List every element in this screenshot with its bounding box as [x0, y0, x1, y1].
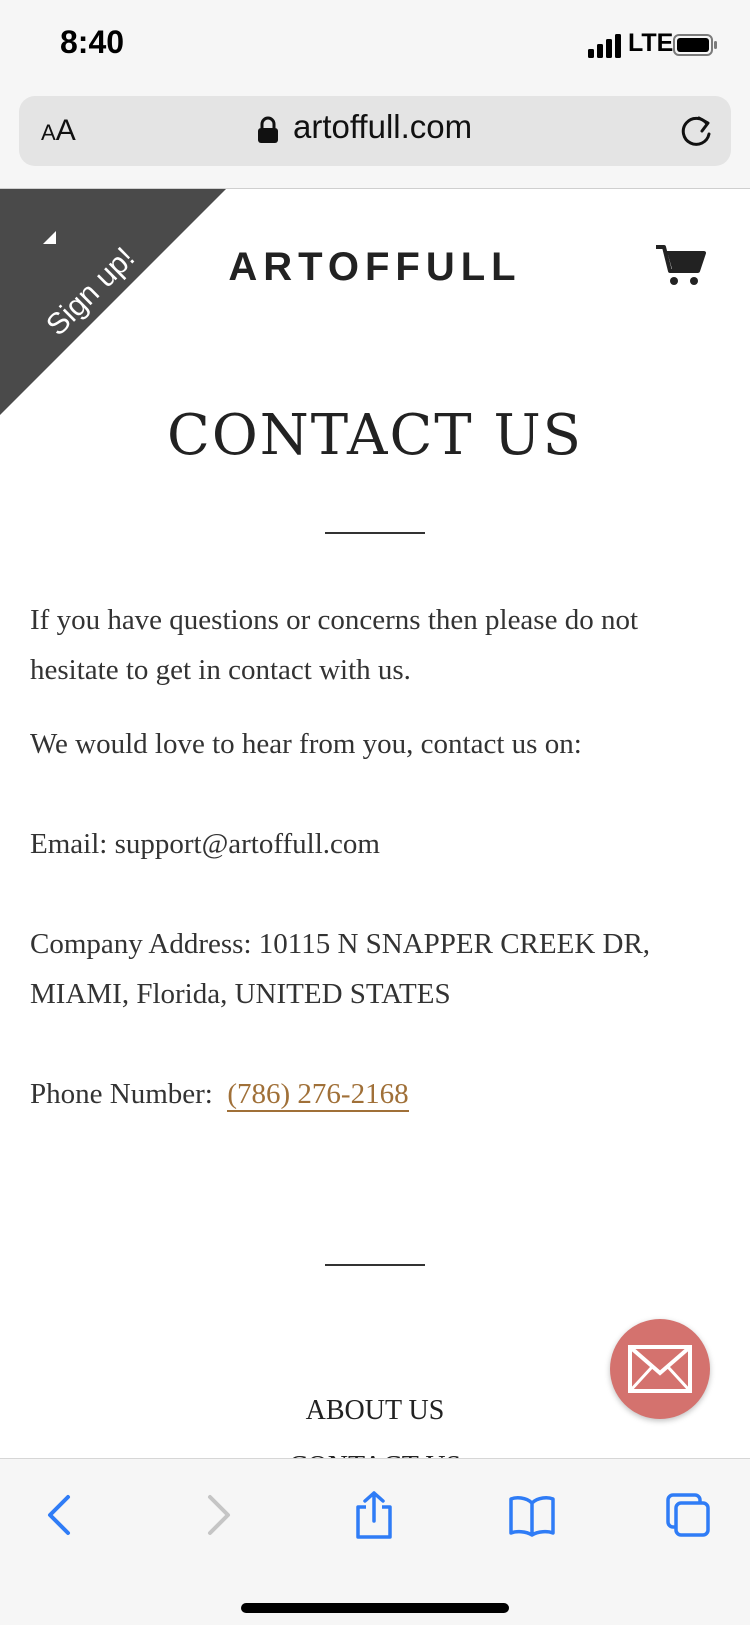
page-title: CONTACT US — [166, 403, 584, 468]
lock-icon — [257, 116, 279, 144]
signal-icon — [588, 34, 624, 58]
browser-toolbar — [0, 1458, 750, 1625]
home-indicator — [241, 1603, 509, 1613]
contact-intro: We would love to hear from you, contact us on: — [30, 728, 582, 760]
reload-icon[interactable] — [677, 112, 715, 150]
share-icon[interactable] — [350, 1491, 398, 1539]
status-bar — [0, 0, 750, 92]
battery-icon — [673, 34, 717, 56]
signup-arrow-icon — [43, 231, 56, 244]
phone-label: Phone Number: — [30, 1078, 213, 1110]
mail-icon — [610, 1319, 710, 1419]
web-page — [0, 188, 750, 1459]
footer-link-about[interactable]: ABOUT US — [305, 1395, 445, 1426]
cart-icon[interactable] — [654, 243, 708, 287]
bookmarks-icon[interactable] — [508, 1491, 556, 1539]
email-line: Email: support@artoffull.com — [30, 828, 380, 860]
signup-ribbon[interactable] — [0, 189, 226, 415]
site-logo[interactable]: ARTOFFULL — [228, 245, 522, 289]
intro-paragraph: If you have questions or concerns then please do not hesitate to get in contact with us. — [30, 604, 639, 686]
url-text[interactable]: artoffull.com — [293, 108, 473, 145]
status-time: 8:40 — [60, 24, 125, 60]
network-label: LTE — [628, 29, 674, 57]
phone-link[interactable]: (786) 276-2168 — [227, 1078, 409, 1110]
title-divider — [325, 532, 425, 534]
address-bar[interactable] — [19, 96, 731, 166]
phone-line — [30, 1069, 720, 1119]
forward-icon[interactable] — [192, 1491, 240, 1539]
text-size-button[interactable]: AA — [41, 114, 76, 147]
mail-button[interactable] — [610, 1319, 710, 1419]
back-icon[interactable] — [38, 1491, 86, 1539]
tabs-icon[interactable] — [664, 1491, 712, 1539]
signup-label[interactable]: Sign up! — [40, 241, 142, 343]
footer-divider — [325, 1264, 425, 1266]
address-line: Company Address: 10115 N SNAPPER CREEK DR, MIAMI, Florida, UNITED STATES — [30, 928, 651, 1010]
